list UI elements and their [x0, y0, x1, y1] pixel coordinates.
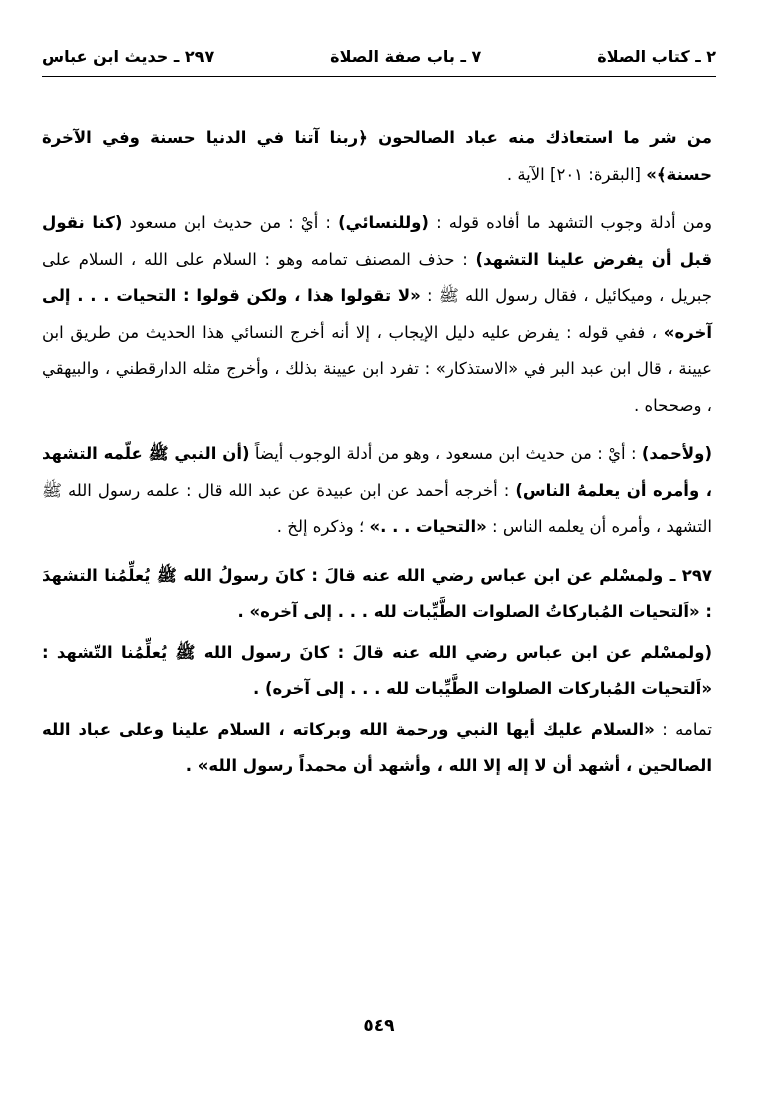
hadith-quote: «لا تقولوا هذا ، ولكن قولوا : التحيات . . . إلى آخره» — [42, 286, 712, 342]
hadith-quote: «التحيات . . .» — [369, 517, 487, 536]
header-divider — [42, 76, 716, 77]
header-book-title: ٢ ـ كتاب الصلاة — [597, 46, 716, 66]
quran-verse: من شر ما استعاذك منه عباد الصالحون ﴿ربنا آتنا في الدنيا حسنة وفي الآخرة حسنة﴾» — [42, 128, 712, 184]
paragraph-6 — [42, 712, 712, 785]
commentary-text: : أخرجه أحمد عن ابن عبيدة عن عبد الله قال : علمه رسول الله ﷺ التشهد ، وأمره أن يعلمه الناس : — [42, 480, 712, 536]
commentary-text: : أيْ : من حديث ابن مسعود — [122, 213, 339, 232]
commentary-text: تمامه : — [654, 719, 712, 739]
commentary-text: : حذف المصنف تمامه وهو : السلام على الله ، السلام على جبريل ، وميكائيل ، فقال رسول الله ﷺ : — [42, 249, 712, 305]
hadith-quote: (أن النبي ﷺ علّمه التشهد ، وأمره أن يعلمهُ الناس) — [42, 444, 712, 500]
commentary-text: ؛ وذكره إلخ . — [276, 517, 370, 536]
commentary-text: ، ففي قوله : يفرض عليه دليل الإيجاب ، إلا أنه أخرج النسائي هذا الحديث من طريق ابن عيينة ، قال ابن عبد البر في «الاستذكار» : تفرد ابن عيينة بذلك ، وأخرج مثله الدارقطني ، والبيهقي ، وصححاه . — [42, 322, 712, 415]
hadith-quote: (كنا نقول قبل أن يفرض علينا التشهد) — [42, 213, 712, 269]
paragraph-3 — [42, 436, 712, 546]
page-number: ٥٤٩ — [363, 1016, 395, 1036]
hadith-297-sharh: (ولمسْلم عن ابن عباس رضي الله عنه قالَ : كانَ رسول الله ﷺ يُعلِّمُنا التّشهد : «اَلتحيات المُباركات الصلوات الطَّيِّبات لله . . . إلى آخره) . — [42, 642, 712, 698]
verse-reference: [البقرة: ٢٠١] الآية . — [506, 164, 647, 184]
paragraph-2 — [42, 205, 712, 424]
hadith-quote: «السلام عليك أيها النبي ورحمة الله وبركاته ، السلام علينا وعلى عباد الله الصالحين ، أشهد أن لا إله إلا الله ، وأشهد أن محمداً رسول الله» . — [42, 719, 712, 775]
paragraph-1 — [42, 120, 712, 193]
running-header — [42, 44, 716, 68]
header-hadith-title: ٢٩٧ ـ حديث ابن عباس — [42, 46, 215, 66]
hadith-297-matn: ٢٩٧ ـ ولمسْلم عن ابن عباس رضي الله عنه قالَ : كانَ رسولُ الله ﷺ يُعلِّمُنا التشهدَ : «اَلتحيات المُباركاتُ الصلوات الطَّيِّبات لله . . . إلى آخره» . — [42, 565, 712, 621]
header-chapter-title: ٧ ـ باب صفة الصلاة — [330, 46, 482, 66]
source-ref-nasai: (وللنسائي) — [338, 213, 429, 232]
page-body — [42, 120, 712, 785]
commentary-text: : أيْ : من حديث ابن مسعود ، وهو من أدلة الوجوب أيضاً — [249, 444, 642, 463]
source-ref-ahmad: (ولأحمد) — [641, 444, 712, 463]
commentary-text: ومن أدلة وجوب التشهد ما أفاده قوله : — [428, 213, 712, 232]
